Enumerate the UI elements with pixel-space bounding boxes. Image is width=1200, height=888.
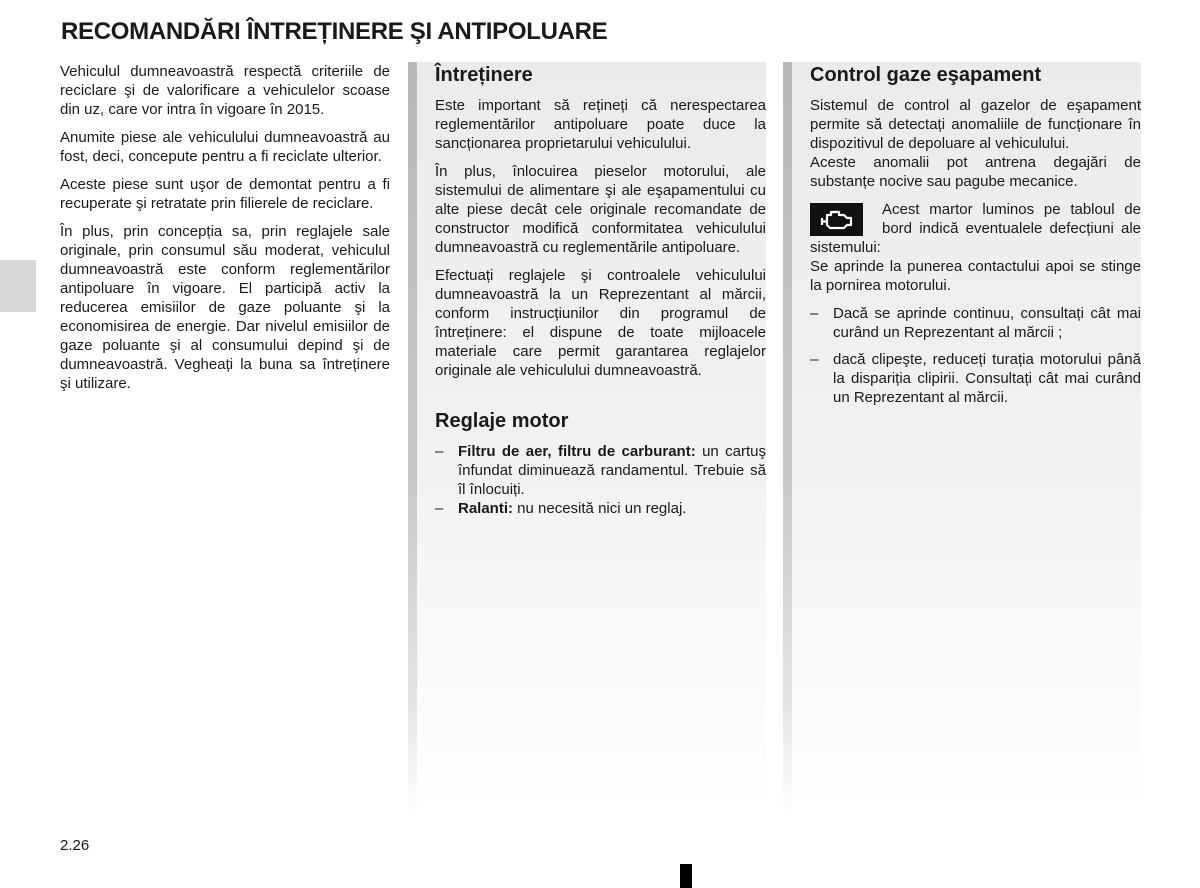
list-item bbox=[810, 350, 1141, 407]
column-exhaust-control bbox=[783, 62, 1141, 814]
dash-bullet: – bbox=[435, 443, 444, 460]
list-item bbox=[435, 442, 766, 499]
column-recycling bbox=[60, 62, 390, 402]
paragraph: Aceste piese sunt uşor de demontat pentru a fi recuperate şi retratate prin filierele de reciclare. bbox=[60, 176, 390, 212]
page-title: RECOMANDĂRI ÎNTREȚINERE ŞI ANTIPOLUARE bbox=[61, 18, 608, 45]
page-number: 2.26 bbox=[60, 837, 90, 854]
item-text: nu necesită nici un reglaj. bbox=[513, 500, 687, 517]
section-heading-exhaust-control: Control gaze eşapament bbox=[810, 64, 1042, 86]
list-item bbox=[810, 304, 1141, 342]
item-label: Filtru de aer, filtru de carburant: bbox=[458, 443, 696, 460]
warning-light-description bbox=[810, 200, 1141, 257]
section-heading-engine-settings: Reglaje motor bbox=[435, 410, 569, 432]
paragraph: Aceste anomalii pot antrena degajări de substanțe nocive sau pagube mecanice. bbox=[810, 154, 1141, 190]
item-label: Ralanti: bbox=[458, 500, 514, 517]
item-text: Dacă se aprinde continuu, consultați cât mai curând un Reprezentant al mărcii ; bbox=[833, 305, 1141, 341]
paragraph: Vehiculul dumneavoastră respectă criteriile de reciclare şi de valorificare a vehiculelor scoase din uz, care vor intra în vigoare în 2015. bbox=[60, 63, 390, 118]
crop-mark bbox=[680, 864, 692, 888]
item-text: un cartuş înfundat diminuează randamentul. Trebuie să îl înlocuiți. bbox=[458, 443, 766, 498]
dash-bullet: – bbox=[435, 500, 444, 517]
paragraph: Se aprinde la punerea contactului apoi se stinge la pornirea motorului. bbox=[810, 258, 1141, 294]
paragraph: Acest martor luminos pe tabloul de bord indică eventualele defecțiuni ale sistemului: bbox=[810, 201, 1141, 256]
dash-bullet: – bbox=[810, 305, 819, 322]
list-item bbox=[435, 499, 766, 518]
paragraph: Este important să rețineți că nerespectarea reglementărilor antipoluare poate duce la sancționarea proprietarului vehiculului. bbox=[435, 97, 766, 152]
paragraph: Anumite piese ale vehiculului dumneavoastră au fost, deci, concepute pentru a fi reciclate ulterior. bbox=[60, 129, 390, 165]
dash-bullet: – bbox=[810, 351, 819, 368]
engine-warning-icon bbox=[810, 203, 863, 236]
paragraph: Efectuați reglajele şi controalele vehiculului dumneavoastră la un Reprezentant al mărcii, conform instrucțiunilor din programul de întreținere: el dispune de toate mijloacele materiale care permit garantarea reglajelor originale ale vehiculului dumneavoastră. bbox=[435, 267, 766, 379]
paragraph: În plus, prin concepția sa, prin reglajele sale originale, prin consumul său moderat, vehiculul dumneavoastră este conform reglementărilor antipoluare în vigoare. El participă activ la reducerea emisiilor de gaze poluante şi la economisirea de energie. Dar nivelul emisiilor de gaze poluante şi al consumului depind şi de dumneavoastră. Vegheați la buna sa întreținere şi utilizare. bbox=[60, 223, 390, 392]
paragraph: În plus, înlocuirea pieselor motorului, ale sistemului de alimentare şi ale eşapamentului cu alte piese decât cele originale recomandate de constructor modifică conformitatea vehiculului dumneavoastră cu reglementările antipoluare. bbox=[435, 163, 766, 256]
column-maintenance bbox=[408, 62, 766, 814]
section-heading-maintenance: Întreținere bbox=[435, 64, 533, 86]
paragraph: Sistemul de control al gazelor de eşapament permite să detectați anomaliile de funcționare în dispozitivul de depoluare al vehiculului. bbox=[810, 97, 1141, 152]
chapter-tab bbox=[0, 260, 36, 312]
engine-settings-list bbox=[435, 442, 766, 518]
item-text: dacă clipeşte, reduceți turația motorului până la dispariția clipirii. Consultați cât mai curând un Reprezentant al mărcii. bbox=[833, 351, 1141, 406]
warning-actions-list bbox=[810, 304, 1141, 407]
